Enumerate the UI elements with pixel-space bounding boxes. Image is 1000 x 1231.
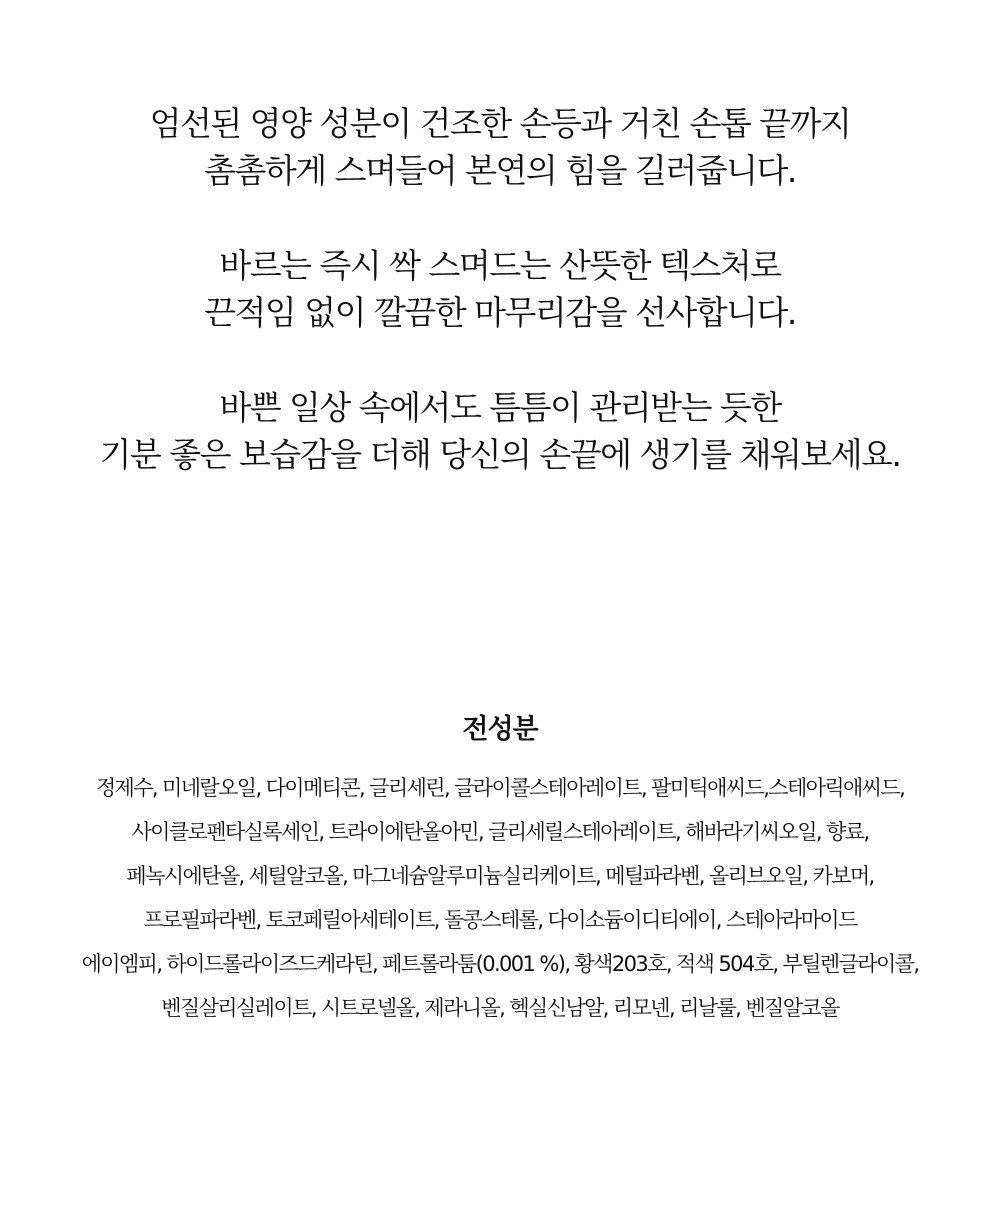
description-line: 기분 좋은 보습감을 더해 당신의 손끝에 생기를 채워보세요. <box>99 435 901 474</box>
ingredients-line: 사이클로펜타실록세인, 트라이에탄올아민, 글리세릴스테아레이트, 해바라기씨오일, 향료, <box>131 820 869 844</box>
description-line: 촘촘하게 스며들어 본연의 힘을 길러줍니다. <box>204 151 796 190</box>
ingredients-title: 전성분 <box>462 714 538 745</box>
description-line: 끈적임 없이 깔끔한 마무리감을 선사합니다. <box>204 293 796 332</box>
ingredients-line: 페녹시에탄올, 세틸알코올, 마그네슘알루미늄실리케이트, 메틸파라벤, 올리브오일, 카보머, <box>126 864 874 888</box>
ingredients-line: 에이엠피, 하이드롤라이즈드케라틴, 페트롤라툼(0.001 %), 황색203호, 적색 504호, 부틸렌글라이콜, <box>81 952 919 976</box>
ingredients-line: 벤질살리실레이트, 시트로넬올, 제라니올, 헥실신남알, 리모넨, 리날룰, 벤질알코올 <box>161 996 839 1020</box>
description-line: 엄선된 영양 성분이 건조한 손등과 거친 손톱 끝까지 <box>149 104 851 143</box>
description-line: 바르는 즉시 싹 스며드는 산뜻한 텍스처로 <box>219 246 781 285</box>
description-paragraph-2 <box>0 242 1000 336</box>
description-paragraph-1 <box>0 100 1000 194</box>
product-description <box>0 100 1000 526</box>
ingredients-line: 프로필파라벤, 토코페릴아세테이트, 돌콩스테롤, 다이소듐이디티에이, 스테아라마이드 <box>143 908 857 932</box>
description-paragraph-3 <box>0 384 1000 478</box>
ingredients-list <box>0 766 1000 1030</box>
ingredients-line: 정제수, 미네랄오일, 다이메티콘, 글리세린, 글라이콜스테아레이트, 팔미틱애씨드,스테아릭애씨드, <box>95 776 905 800</box>
ingredients-section <box>0 708 1000 1030</box>
description-line: 바쁜 일상 속에서도 틈틈이 관리받는 듯한 <box>219 388 781 427</box>
